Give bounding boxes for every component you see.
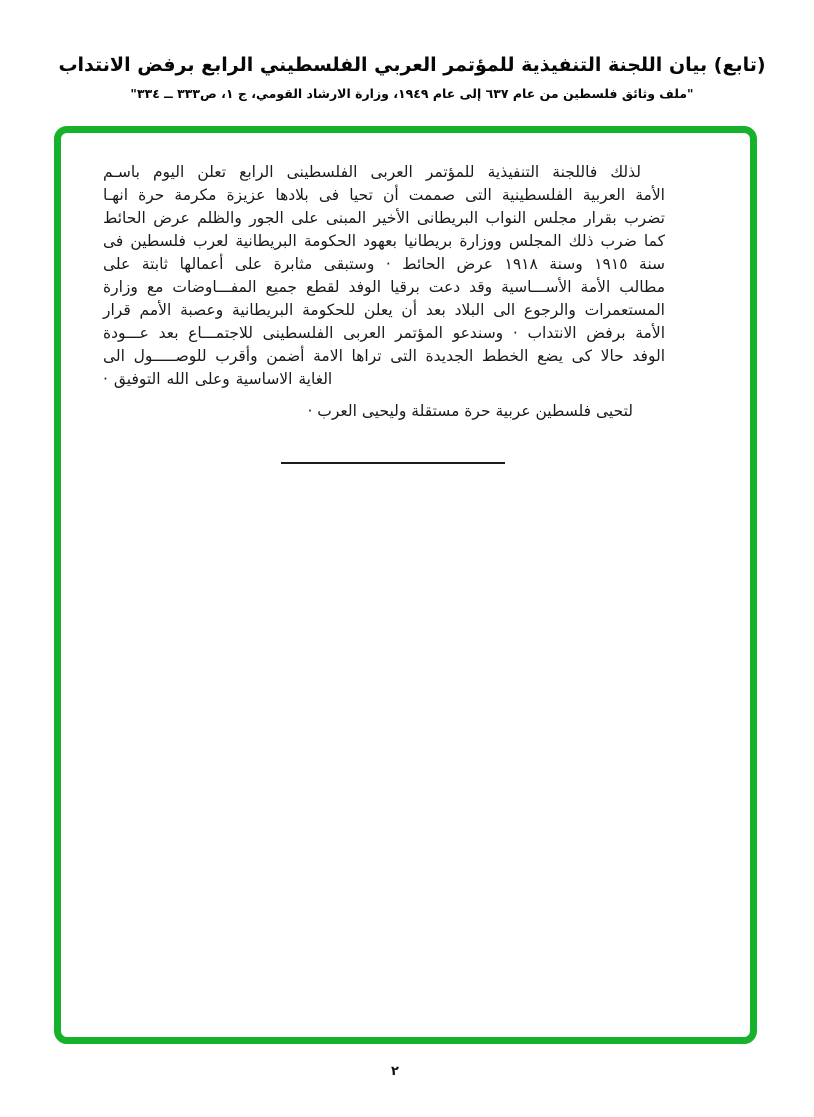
closing-slogan: لتحيى فلسطين عربية حرة مستقلة وليحيى العرب ·	[307, 402, 633, 420]
section-divider-rule	[281, 462, 505, 464]
document-header	[10, 54, 814, 101]
page-footer	[0, 1060, 790, 1079]
paragraph-line: الأمة العربية الفلسطينية التى صممت أن تحيا فى بلادها عزيزة مكرمة حرة انهـا	[103, 186, 665, 204]
source-citation: "ملف وثائق فلسطين من عام ٦٣٧ إلى عام ١٩٤٩، وزارة الارشاد القومي، ج ١، ص٣٣٣ ــ ٣٣٤"	[130, 86, 694, 101]
paragraph-line: الوفد حالا كى يضع الخطط الجديدة التى تراها الامة أضمن وأقرب للوصـــــول الى	[103, 347, 665, 365]
document-body	[103, 161, 665, 464]
paragraph-line: كما ضرب ذلك المجلس ووزارة بريطانيا بعهود الحكومة البريطانية لعرب فلسطين فى	[103, 232, 665, 250]
paragraph-line: الأمة برفض الانتداب · وسندعو المؤتمر العربى الفلسطينى للاجتمـــاع بعد عـــودة	[103, 324, 665, 342]
body-paragraph	[103, 161, 665, 391]
paragraph-line: الغاية الاساسية وعلى الله التوفيق ·	[103, 370, 333, 388]
paragraph-line: مطالب الأمة الأســـاسية وقد دعت برقيا الوفد لقطع جميع المفـــاوضات مع وزارة	[103, 278, 665, 296]
document-title: (تابع) بيان اللجنة التنفيذية للمؤتمر العربي الفلسطيني الرابع برفض الانتداب	[58, 54, 766, 76]
paragraph-line: المستعمرات والرجوع الى البلاد بعد أن يعلن للحكومة البريطانية وعصبة الأمم قرار	[103, 301, 665, 319]
paragraph-line: تضرب بقرار مجلس النواب البريطانى الأخير المبنى على الجور والظلم عرض الحائط	[103, 209, 665, 227]
paragraph-line: لذلك فاللجنة التنفيذية للمؤتمر العربى الفلسطينى الرابع تعلن اليوم باسـم	[103, 163, 641, 181]
paragraph-line: سنة ١٩١٥ وسنة ١٩١٨ عرض الحائط · وستبقى مثابرة على أعمالها ثابتة على	[103, 255, 665, 273]
page-number: ٢	[391, 1064, 399, 1079]
